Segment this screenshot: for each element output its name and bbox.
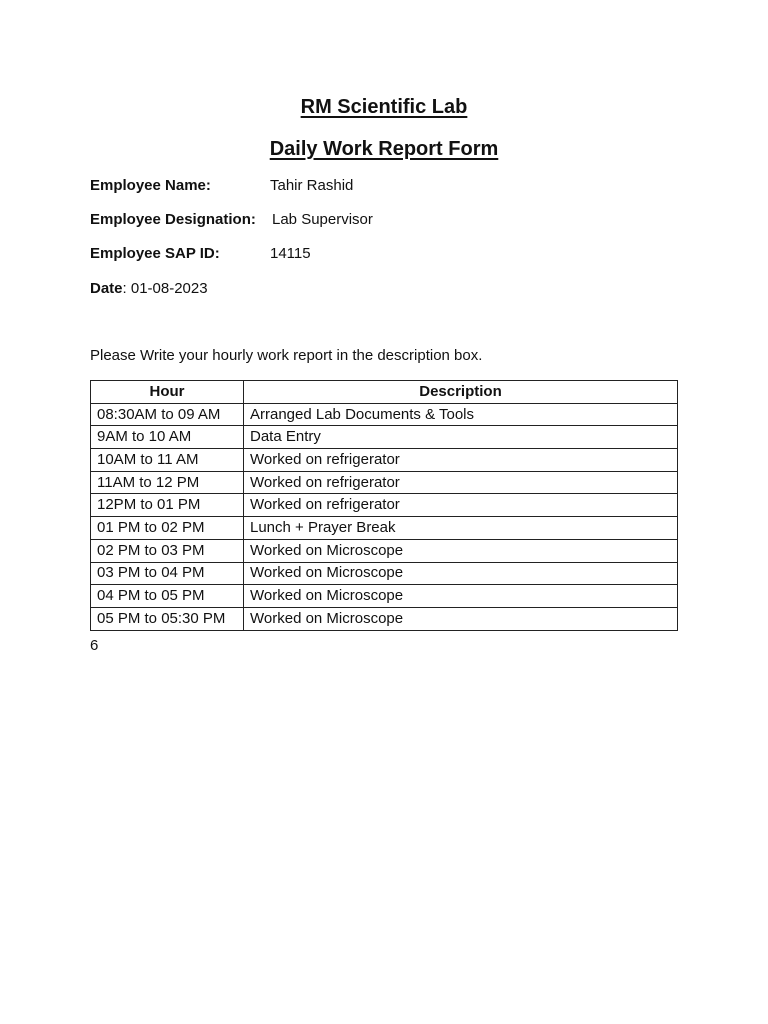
- table-row: [91, 471, 678, 494]
- hour-cell: 08:30AM to 09 AM: [91, 403, 244, 426]
- hour-cell: 9AM to 10 AM: [91, 426, 244, 449]
- table-row: [91, 585, 678, 608]
- table-header-row: [91, 381, 678, 404]
- hour-cell: 03 PM to 04 PM: [91, 562, 244, 585]
- hour-cell: 02 PM to 03 PM: [91, 539, 244, 562]
- date-value: : 01-08-2023: [122, 280, 208, 297]
- table-row: [91, 607, 678, 630]
- hour-cell: 12PM to 01 PM: [91, 494, 244, 517]
- employee-sap-label: Employee SAP ID:: [90, 245, 220, 262]
- hour-cell: 10AM to 11 AM: [91, 449, 244, 472]
- employee-name-value: Tahir Rashid: [270, 177, 354, 194]
- employee-designation-value: Lab Supervisor: [272, 211, 373, 228]
- hour-cell: 11AM to 12 PM: [91, 471, 244, 494]
- employee-name-label: Employee Name:: [90, 177, 211, 194]
- hour-cell: 04 PM to 05 PM: [91, 585, 244, 608]
- description-column-header: Description: [244, 381, 678, 404]
- hour-column-header: Hour: [91, 381, 244, 404]
- employee-sap-field: [90, 245, 311, 262]
- instruction-text: Please Write your hourly work report in the description box.: [90, 347, 483, 364]
- table-row: [91, 539, 678, 562]
- table-row: [91, 562, 678, 585]
- company-title: RM Scientific Lab: [300, 96, 468, 118]
- employee-designation-field: [90, 211, 373, 228]
- form-title: Daily Work Report Form: [269, 138, 499, 160]
- table-row: [91, 426, 678, 449]
- employee-designation-label: Employee Designation:: [90, 211, 256, 228]
- description-cell: Worked on refrigerator: [244, 449, 678, 472]
- hourly-report-table: [90, 380, 678, 631]
- table-row: [91, 494, 678, 517]
- description-cell: Data Entry: [244, 426, 678, 449]
- description-cell: Worked on refrigerator: [244, 494, 678, 517]
- description-cell: Lunch + Prayer Break: [244, 517, 678, 540]
- description-cell: Worked on Microscope: [244, 562, 678, 585]
- hour-cell: 01 PM to 02 PM: [91, 517, 244, 540]
- description-cell: Arranged Lab Documents & Tools: [244, 403, 678, 426]
- description-cell: Worked on Microscope: [244, 607, 678, 630]
- description-cell: Worked on refrigerator: [244, 471, 678, 494]
- date-field: [90, 280, 208, 297]
- table-row: [91, 449, 678, 472]
- employee-name-field: [90, 177, 354, 194]
- description-cell: Worked on Microscope: [244, 585, 678, 608]
- table-row: [91, 403, 678, 426]
- employee-sap-value: 14115: [270, 245, 311, 262]
- description-cell: Worked on Microscope: [244, 539, 678, 562]
- hour-cell: 05 PM to 05:30 PM: [91, 607, 244, 630]
- page-number: 6: [90, 637, 99, 654]
- date-label: Date: [90, 280, 123, 297]
- table-row: [91, 517, 678, 540]
